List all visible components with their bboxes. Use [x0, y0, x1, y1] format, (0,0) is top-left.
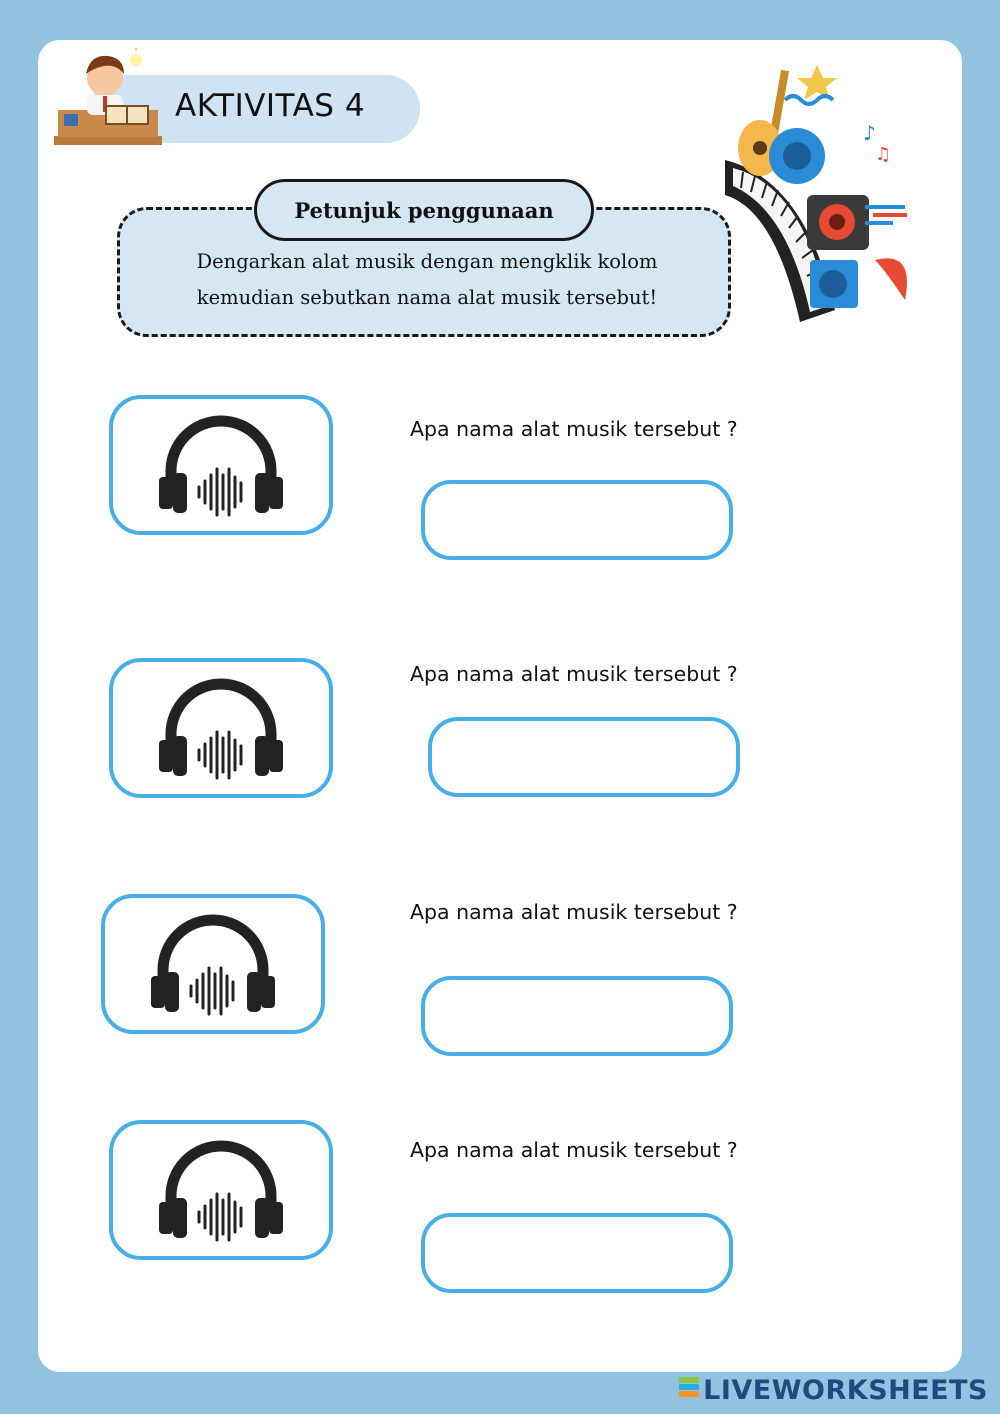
- student-illustration: [50, 48, 168, 150]
- instructions-heading: Petunjuk penggunaan: [254, 179, 594, 241]
- question-2-prompt: Apa nama alat musik tersebut ?: [410, 662, 738, 686]
- liveworksheets-brand[interactable]: [679, 1375, 988, 1405]
- instructions-line-1: Dengarkan alat musik dengan mengklik kolom: [196, 250, 658, 273]
- liveworksheets-logo-icon: [679, 1377, 699, 1403]
- brand-name: LIVEWORKSHEETS: [703, 1374, 988, 1406]
- audio-play-button-2[interactable]: [109, 658, 333, 798]
- answer-input-3[interactable]: [421, 976, 733, 1056]
- question-1-prompt: Apa nama alat musik tersebut ?: [410, 417, 738, 441]
- audio-play-button-4[interactable]: [109, 1120, 333, 1260]
- headphones-icon: [155, 676, 287, 780]
- question-4-prompt: Apa nama alat musik tersebut ?: [410, 1138, 738, 1162]
- audio-play-button-3[interactable]: [101, 894, 325, 1034]
- headphones-icon: [155, 1138, 287, 1242]
- music-instruments-illustration: [715, 60, 915, 335]
- instructions-line-2: kemudian sebutkan nama alat musik tersebut!: [196, 286, 658, 309]
- answer-input-1[interactable]: [421, 480, 733, 560]
- page-title: AKTIVITAS 4: [175, 88, 366, 124]
- answer-input-2[interactable]: [428, 717, 740, 797]
- headphones-icon: [155, 413, 287, 517]
- question-3-prompt: Apa nama alat musik tersebut ?: [410, 900, 738, 924]
- audio-play-button-1[interactable]: [109, 395, 333, 535]
- headphones-icon: [147, 912, 279, 1016]
- svg-text:♫: ♫: [875, 144, 892, 165]
- svg-text:♪: ♪: [863, 121, 876, 145]
- answer-input-4[interactable]: [421, 1213, 733, 1293]
- instructions-text: [132, 244, 722, 316]
